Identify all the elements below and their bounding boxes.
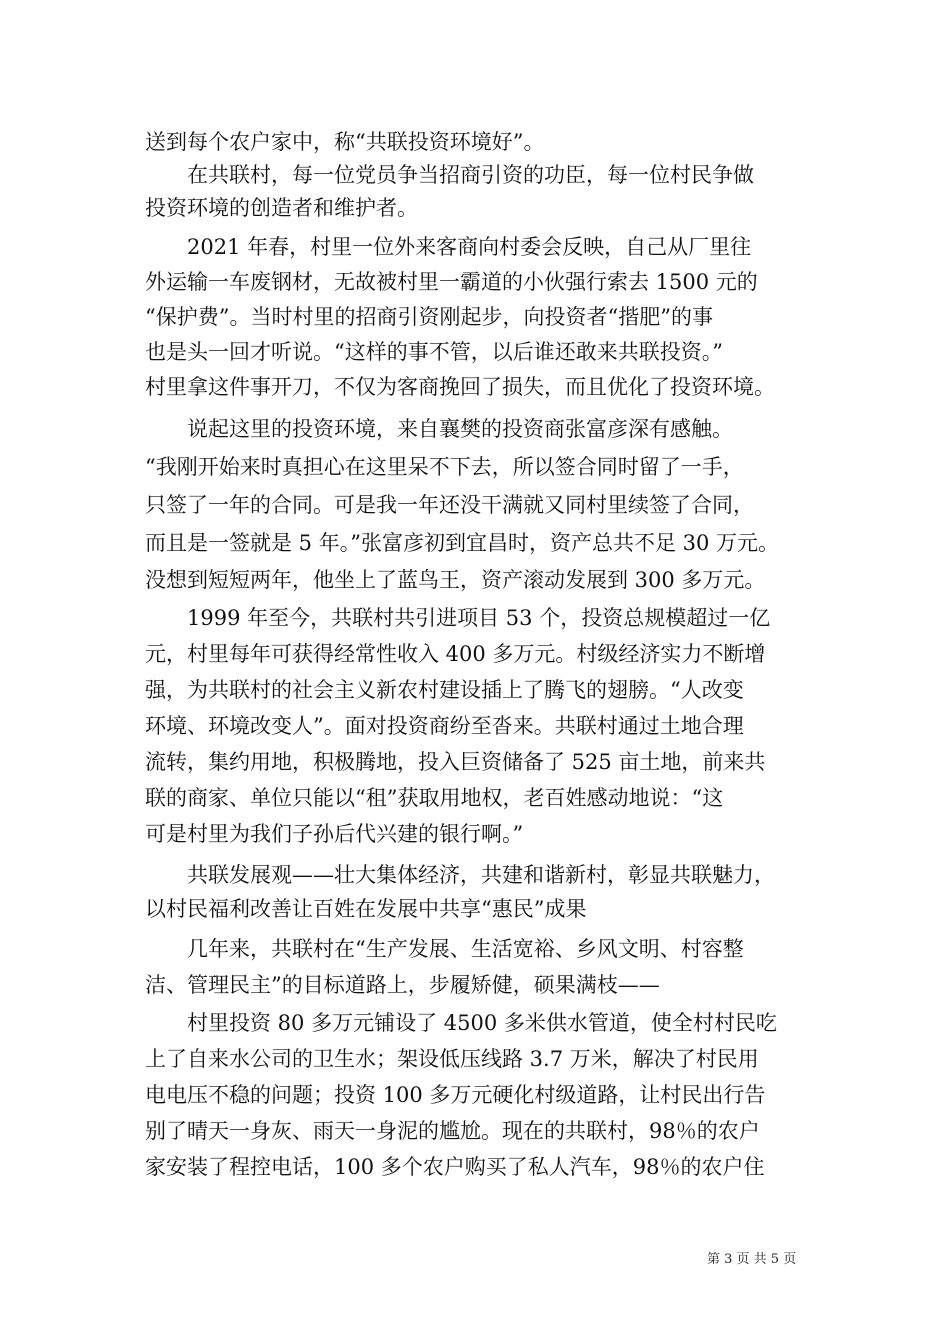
text-line: 只签了一年的合同。可是我一年还没干满就又同村里续签了合同， xyxy=(145,493,754,517)
text-line: 别了晴天一身灰、雨天一身泥的尴尬。现在的共联村，98％的农户 xyxy=(145,1119,760,1143)
text-line: “我刚开始来时真担心在这里呆不下去，所以签合同时留了一手， xyxy=(145,455,744,479)
text-line: “保护费”。当时村里的招商引资刚起步，向投资者“揩肥”的事 xyxy=(145,305,713,329)
page-number: 第 3 页 共 5 页 xyxy=(707,1252,797,1267)
text-line: 而且是一签就是 5 年。”张富彦初到宜昌时，资产总共不足 30 万元。 xyxy=(145,531,780,555)
text-line: 2021 年春，村里一位外来客商向村委会反映，自己从厂里往 xyxy=(145,235,752,259)
text-line: 流转，集约用地，积极腾地，投入巨资储备了 525 亩土地，前来共 xyxy=(145,750,766,774)
text-line: 送到每个农户家中，称“共联投资环境好”。 xyxy=(145,130,545,154)
text-line: 1999 年至今，共联村共引进项目 53 个，投资总规模超过一亿 xyxy=(145,606,771,630)
text-line: 外运输一车废钢材，无故被村里一霸道的小伙强行索去 1500 元的 xyxy=(145,270,758,294)
text-line: 家安装了程控电话，100 多个农户购买了私人汽车，98％的农户住 xyxy=(145,1155,765,1179)
text-line: 村里投资 80 多万元铺设了 4500 多米供水管道，使全村村民吃 xyxy=(145,1011,777,1035)
text-line: 环境、环境改变人”。面对投资商纷至沓来。共联村通过土地合理 xyxy=(145,714,744,738)
text-line: 电电压不稳的问题；投资 100 多万元硬化村级道路，让村民出行告 xyxy=(145,1083,766,1107)
text-line: 村里拿这件事开刀，不仅为客商挽回了损失，而且优化了投资环境。 xyxy=(145,375,775,399)
text-line: 联的商家、单位只能以“租”获取用地权，老百姓感动地说：“这 xyxy=(145,786,724,810)
text-line: 几年来，共联村在“生产发展、生活宽裕、乡风文明、村容整 xyxy=(145,937,744,961)
text-line: 在共联村，每一位党员争当招商引资的功臣，每一位村民争做 xyxy=(145,163,754,187)
text-line: 以村民福利改善让百姓在发展中共享“惠民”成果 xyxy=(145,897,587,921)
text-line: 强，为共联村的社会主义新农村建设插上了腾飞的翅膀。“人改变 xyxy=(145,678,744,702)
text-line: 说起这里的投资环境，来自襄樊的投资商张富彦深有感触。 xyxy=(145,417,733,441)
text-line: 没想到短短两年，他坐上了蓝鸟王，资产滚动发展到 300 多万元。 xyxy=(145,568,766,592)
text-line: 元，村里每年可获得经常性收入 400 多万元。村级经济实力不断增 xyxy=(145,642,766,666)
text-line: 投资环境的创造者和维护者。 xyxy=(145,196,418,220)
text-line: 上了自来水公司的卫生水；架设低压线路 3.7 万米，解决了村民用 xyxy=(145,1047,759,1071)
text-line: 共联发展观——壮大集体经济，共建和谐新村，彰显共联魅力， xyxy=(145,863,775,887)
text-line: 洁、管理民主”的目标道路上，步履矫健，硕果满枝—— xyxy=(145,973,660,997)
text-line: 可是村里为我们子孙后代兴建的银行啊。” xyxy=(145,822,524,846)
text-line: 也是头一回才听说。“这样的事不管，以后谁还敢来共联投资。” xyxy=(145,340,723,364)
